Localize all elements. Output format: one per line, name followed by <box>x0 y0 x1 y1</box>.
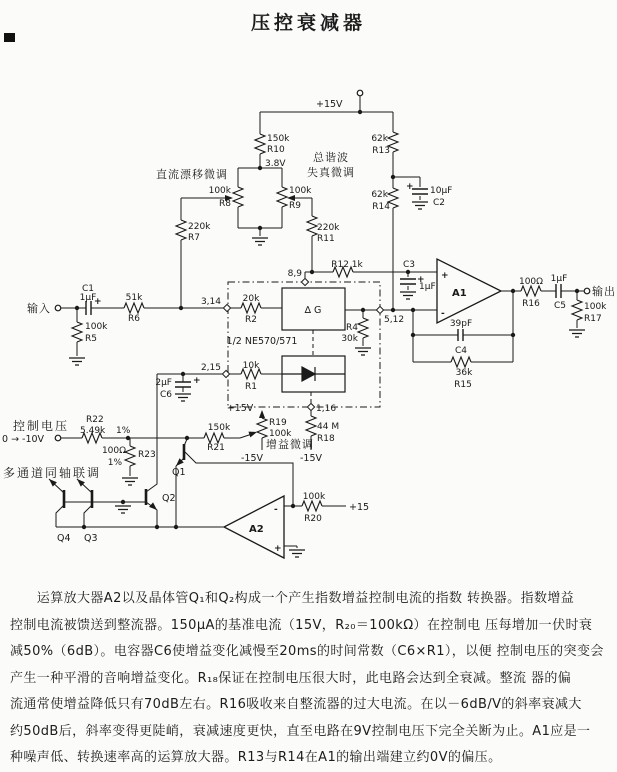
dc-drift-trim-label: 直流漂移微调 <box>156 168 228 181</box>
pin-3-14: 3,14 <box>200 297 221 307</box>
c3-name: C3 <box>402 260 416 270</box>
q1-label: Q1 <box>172 467 186 478</box>
output-terminal <box>584 288 590 294</box>
c2-value: 10µF <box>430 186 453 196</box>
r13-name: R13 <box>372 146 390 156</box>
pin-1-16: 1,16 <box>316 404 337 414</box>
trim-arrows <box>47 195 295 512</box>
r14-value: 62k <box>371 190 388 200</box>
r16-name: R16 <box>522 299 540 309</box>
paragraph-line: 流通常使增益降低只有70dB左右。R16吸收来自整流器的过大电流。在以－6dB/V的斜率衰减大 <box>10 697 582 712</box>
c1-name: C1 <box>81 284 95 294</box>
c5-value: 1µF <box>550 274 568 284</box>
c3-value: 1µF <box>419 282 436 292</box>
q4-label: Q4 <box>57 533 71 544</box>
r20-name: R20 <box>304 514 322 524</box>
opamp-a1 <box>437 259 501 323</box>
r21-value: 150k <box>207 423 231 433</box>
paragraph-line: 种噪声低、转换速率高的运算放大器。R13与R14在A1的输出端建立约0V的偏压。 <box>10 750 502 765</box>
r17-value: 100k <box>584 302 607 312</box>
control-range-label: 0 → -10V <box>2 434 45 445</box>
control-terminal <box>55 435 61 441</box>
r6-value: 51k <box>125 293 143 303</box>
r19-value: 100k <box>269 429 292 439</box>
c3-plus: + <box>417 275 425 285</box>
thd-trim-label-1: 总谐波 <box>313 151 349 164</box>
pot-vcc-label: +15V <box>226 403 254 414</box>
r1-value: 10k <box>242 361 260 371</box>
a1-inv-sign: - <box>441 309 445 319</box>
r18-name: R18 <box>317 434 335 444</box>
opamp-a2 <box>224 496 284 558</box>
r11-value: 220k <box>317 223 340 233</box>
r15-value: 36k <box>455 368 473 378</box>
gain-cell-label: ∆ G <box>304 305 322 316</box>
c6-name: C6 <box>159 390 172 400</box>
r18-vee-label: -15V <box>299 453 323 464</box>
control-voltage-label: 控制电压 <box>13 419 70 433</box>
pin-8-9: 8,9 <box>287 269 302 279</box>
r4-name: R4 <box>346 323 358 333</box>
a1-label: A1 <box>452 288 467 299</box>
r22-name: R22 <box>86 415 104 425</box>
c2-name: C2 <box>433 198 446 208</box>
r7-name: R7 <box>188 233 200 243</box>
pot-vee-label: -15V <box>240 453 264 464</box>
vcc-terminal <box>357 90 363 96</box>
r14-name: R14 <box>372 202 390 212</box>
r5-value: 100k <box>85 322 108 332</box>
r20-vcc-label: +15 <box>349 502 370 513</box>
r8-value: 100k <box>208 186 231 196</box>
r23-value: 100Ω <box>101 446 126 456</box>
node-voltage-label: 3.8V <box>265 159 286 169</box>
vcc-top-label: +15V <box>316 99 343 110</box>
r13-value: 62k <box>371 134 388 144</box>
pin-2-15: 2,15 <box>200 363 221 373</box>
paragraph-line: 减50%（6dB）。电容器C6使增益变化减慢至20ms的时间常数（C6×R1），以便 控制电压的突变会 <box>10 644 604 659</box>
ic-label: 1/2 NE570/571 <box>226 336 298 347</box>
circuit-schematic <box>0 40 617 585</box>
r16-value: 100Ω <box>518 277 544 287</box>
r12-label: R12 1k <box>331 260 363 270</box>
c1-plus: + <box>94 297 102 307</box>
r18-value: 44 M <box>317 422 340 432</box>
r9-name: R9 <box>289 201 301 211</box>
a2-inv-sign: - <box>274 505 278 515</box>
gain-trim-label: 增益微调 <box>266 438 314 451</box>
c6-plus: + <box>193 376 201 386</box>
r10-value: 150k <box>267 134 290 144</box>
r5-name: R5 <box>85 334 97 344</box>
r9-value: 100k <box>289 186 312 196</box>
a2-label: A2 <box>249 524 264 535</box>
r15-name: R15 <box>454 380 472 390</box>
output-label: 输出 <box>592 285 616 298</box>
paragraph-line: 控制电流被馈送到整流器。150μA的基准电流（15V，R₂₀＝100kΩ）在控制电 压每增加一伏时衰 <box>10 617 593 633</box>
q3-label: Q3 <box>84 533 98 544</box>
pin-5-12: 5,12 <box>384 315 405 325</box>
r6-name: R6 <box>128 314 140 324</box>
multichannel-label: 多通道同轴联调 <box>3 466 102 480</box>
paragraph-line: 约50dB后，斜率变得更陡峭，衰减速度更快，直至电路在9V控制电压下完全关断为止。A1应是一 <box>10 723 591 739</box>
c5-name: C5 <box>553 301 567 311</box>
description-paragraph <box>10 586 610 772</box>
q2-label: Q2 <box>162 493 176 504</box>
r4-value: 30k <box>341 334 358 344</box>
r8-name: R8 <box>219 199 231 209</box>
c6-value: 2µF <box>155 378 172 388</box>
r11-name: R11 <box>317 234 335 244</box>
c4-value: 39pF <box>449 319 473 329</box>
a2-noninv-sign: + <box>274 544 282 554</box>
c4-name: C4 <box>454 346 468 356</box>
diode-icon <box>282 367 345 381</box>
r22-tolerance: 1% <box>116 426 131 436</box>
input-terminal <box>55 305 61 311</box>
r19-name: R19 <box>269 418 287 428</box>
r10-name: R10 <box>267 145 285 155</box>
terminal-circles <box>55 90 590 441</box>
r2-value: 20k <box>242 294 260 304</box>
c1-value: 1µF <box>79 293 97 303</box>
thd-trim-label-2: 失真微调 <box>307 166 355 179</box>
r2-name: R2 <box>245 315 257 325</box>
r21-name: R21 <box>207 443 225 453</box>
r7-value: 220k <box>188 222 211 232</box>
a1-noninv-sign: + <box>441 271 449 281</box>
r1-name: R1 <box>245 382 257 392</box>
r20-value: 100k <box>302 492 326 502</box>
r23-name: R23 <box>138 450 156 460</box>
c2-plus: + <box>406 182 414 192</box>
r22-value: 5.49k <box>80 426 106 436</box>
paragraph-line: 产生一种平滑的音响增益变化。R₁₈保证在控制电压很大时，此电路会达到全衰减。整流 器的偏 <box>10 670 572 686</box>
r17-name: R17 <box>584 314 602 324</box>
page-title: 压控衰减器 <box>250 12 366 34</box>
paragraph-line: 运算放大器A2以及晶体管Q₁和Q₂构成一个产生指数增益控制电流的指数 转换器。指数增益 <box>10 591 575 606</box>
r23-tolerance: 1% <box>107 458 122 468</box>
internal-dashed-links <box>311 330 313 404</box>
input-label: 输入 <box>27 302 51 315</box>
